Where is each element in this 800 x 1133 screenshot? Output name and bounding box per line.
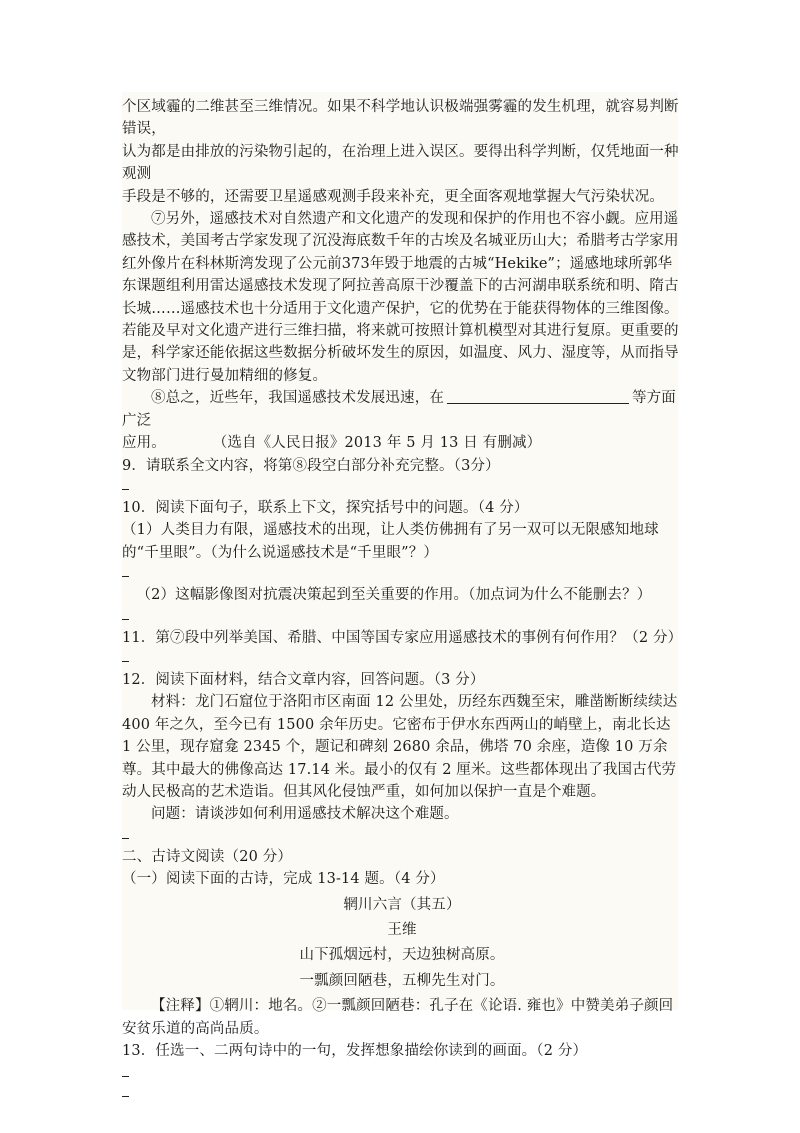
paragraph-6-line-2: 认为都是由排放的污染物引起的，在治理上进入误区。要得出科学判断，仅凭地面一种观测 [122, 143, 679, 183]
paragraph-8-tail: 应用。 [122, 435, 166, 452]
section-2-heading: 二、古诗文阅读（20 分） [122, 848, 293, 865]
poem-title: 辋川六言（其五） [343, 896, 461, 913]
answer-line-13-a[interactable] [122, 1068, 682, 1082]
paragraph-7: ⑦另外，遥感技术对自然遗产和文化遗产的发现和保护的作用也不容小觑。应用遥感技术，美国考古学家发现了沉没海底数千年的古埃及名城亚历山大；希腊考古学家用红外像片在科林斯湾发现了公元前373年毁于地震的古城“Hekike”；遥感地球所郭华东课题组利用雷达遥感技术发现了阿拉善高原干沙覆盖下的古河湖串联系统和明、隋古长城……遥感技术也十分适用于文化遗产保护，它的优势在于能获得物体的三维图像。若能及早对文化遗产进行三维扫描，将来就可按照计算机模型对其进行复原。更重要的是，科学家还能依据这些数据分析破坏发生的原因，如温度、风力、湿度等，从而指导文物部门进行曼加精细的修复。 [122, 211, 679, 384]
question-13: 13．任选一、二两句诗中的一句，发挥想象描绘你读到的画面。（2 分） [122, 1043, 588, 1060]
paragraph-8 [122, 387, 682, 432]
fill-in-blank[interactable] [447, 389, 629, 404]
question-10-part-1: （1）人类目力有限，遥感技术的出现，让人类仿佛拥有了另一双可以无限感知地球的“千里眼”。（为什么说遥感技术是“千里眼”？） [122, 522, 659, 561]
poem-line-1: 山下孤烟远村，天边独树高原。 [299, 947, 505, 964]
answer-line-12[interactable] [122, 830, 682, 844]
answer-line-13-b[interactable] [122, 1088, 682, 1102]
paragraph-8-line-2 [122, 432, 682, 454]
question-11: 11．第⑦段中列举美国、希腊、中国等国专家应用遥感技术的事例有何作用？（2 分） [122, 629, 683, 646]
answer-line-10-1[interactable] [122, 568, 682, 582]
answer-line-11[interactable] [122, 653, 682, 667]
answer-line-10-2[interactable] [122, 611, 682, 625]
source-citation: （选自《人民日报》2013 年 5 月 13 日 有删减） [219, 435, 542, 452]
paragraph-6-line-1: 个区域霾的二维甚至三维情况。如果不科学地认识极端强雾霾的发生机理，就容易判断错误， [122, 99, 679, 138]
question-12: 12．阅读下面材料，结合文章内容，回答问题。（3 分） [122, 671, 485, 688]
poem-author: 王维 [387, 922, 417, 938]
question-12-material: 材料：龙门石窟位于洛阳市区南面 12 公里处，历经东西魏至宋，雕凿断断续续达 400 年之久，至今已有 1500 余年历史。它密布于伊水东西两山的峭壁上，南北长达 1 公里，现存窟龛 2345 个，题记和碑刻 2680 余品，佛塔 70 余座，造像 10 万余尊。其中最大的佛像高达 17.14 米。最小的仅有 2 厘米。这些都体现出了我国古代劳动人民极高的艺术造诣。但其风化侵蚀严重，如何加以保护一直是个难题。 [122, 694, 678, 800]
paragraph-8-start: ⑧总之，近些年，我国遥感技术发展迅速，在 [151, 390, 444, 407]
poem-note: 【注释】①辋川：地名。②一瓢颜回陋巷：孔子在《论语. 雍也》中赞美弟子颜回安贫乐道的高尚品质。 [122, 998, 674, 1037]
question-10-part-2: （2）这幅影像图对抗震决策起到至关重要的作用。（加点词为什么不能删去？） [136, 587, 652, 604]
question-9: 9．请联系全文内容，将第⑧段空白部分补充完整。（3分） [122, 457, 500, 474]
answer-line-9[interactable] [122, 481, 682, 495]
question-12-prompt: 问题：请谈涉如何利用遥感技术解决这个难题。 [151, 806, 459, 823]
poem-line-2: 一瓢颜回陋巷，五柳先生对门。 [299, 972, 505, 989]
paragraph-6-line-3: 手段是不够的，还需要卫星遥感观测手段来补充，更全面客观地掌握大气污染状况。 [122, 188, 665, 205]
section-2-subheading: （一）阅读下面的古诗，完成 13-14 题。（4 分） [122, 871, 445, 888]
question-10: 10．阅读下面句子，联系上下文，探究括号中的问题。（4 分） [122, 499, 529, 516]
paragraph-8-end: 等方面广泛 [122, 390, 676, 429]
document-body [122, 96, 682, 1104]
